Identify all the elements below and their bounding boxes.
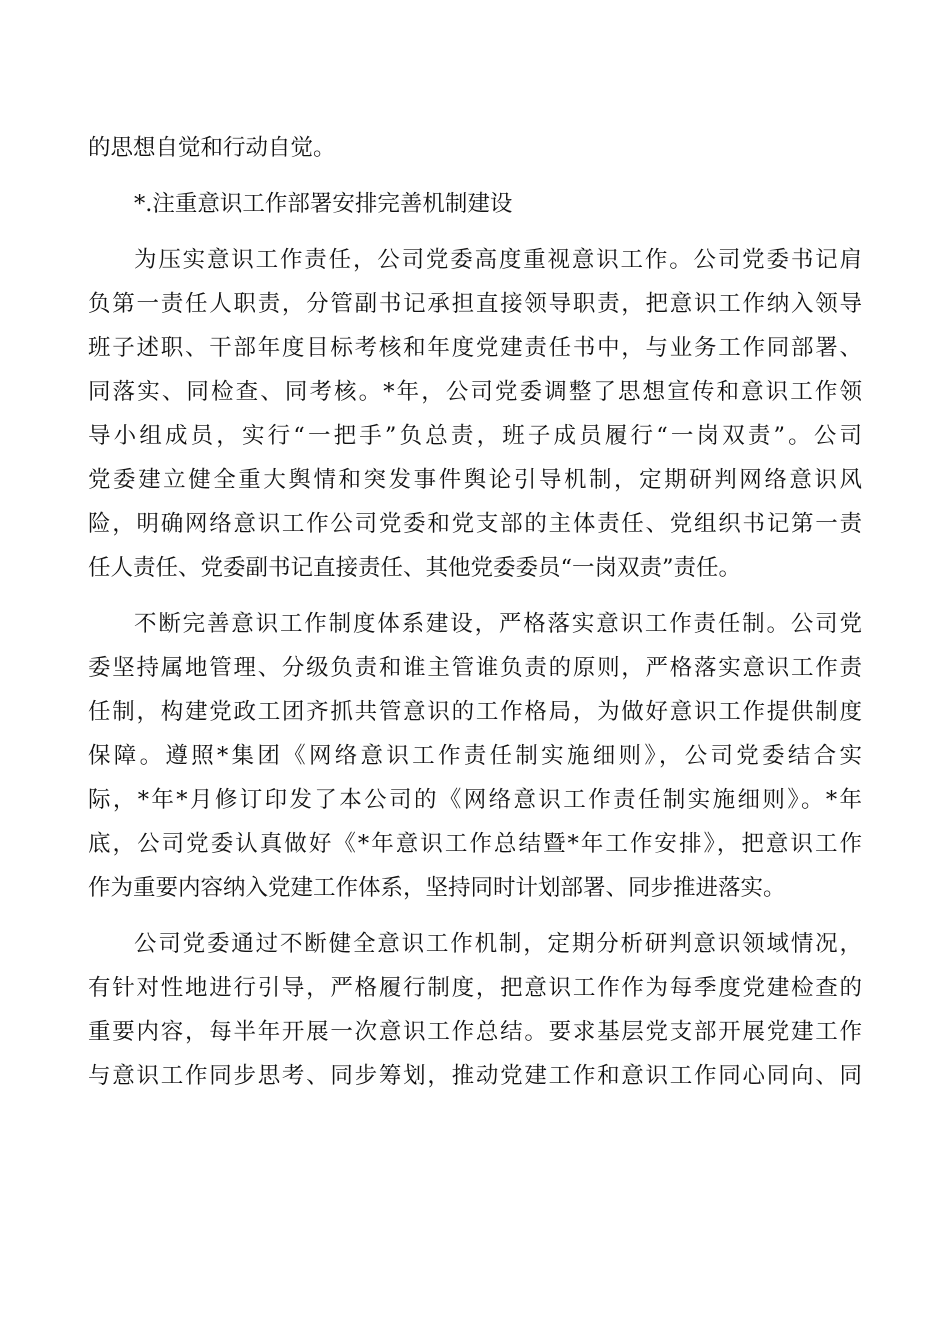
text-line: 的思想自觉和行动自觉。 xyxy=(88,135,336,161)
text-line: 党委建立健全重大舆情和突发事件舆论引导机制，定期研判网络意识风 xyxy=(88,467,862,493)
text-line: 公司党委通过不断健全意识工作机制，定期分析研判意识领域情况， xyxy=(134,931,862,957)
text-line: 底，公司党委认真做好《*年意识工作总结暨*年工作安排》，把意识工作 xyxy=(88,831,862,857)
text-line: 作为重要内容纳入党建工作体系，坚持同时计划部署、同步推进落实。 xyxy=(88,875,786,901)
text-line: 导小组成员，实行“一把手”负总责，班子成员履行“一岗双责”。公司 xyxy=(88,423,862,449)
text-line: 为压实意识工作责任，公司党委高度重视意识工作。公司党委书记肩 xyxy=(134,247,862,273)
text-line: 保障。遵照*集团《网络意识工作责任制实施细则》，公司党委结合实 xyxy=(88,743,862,769)
text-line: 重要内容，每半年开展一次意识工作总结。要求基层党支部开展党建工作 xyxy=(88,1019,862,1045)
text-line: 与意识工作同步思考、同步筹划，推动党建工作和意识工作同心同向、同 xyxy=(88,1063,862,1089)
text-line: 任人责任、党委副书记直接责任、其他党委委员“一岗双责”责任。 xyxy=(88,555,742,581)
text-line: 险，明确网络意识工作公司党委和党支部的主体责任、党组织书记第一责 xyxy=(88,511,862,537)
text-line: 班子述职、干部年度目标考核和年度党建责任书中，与业务工作同部署、 xyxy=(88,335,862,361)
text-line: 不断完善意识工作制度体系建设，严格落实意识工作责任制。公司党 xyxy=(134,611,862,637)
text-line: 际，*年*月修订印发了本公司的《网络意识工作责任制实施细则》。*年 xyxy=(88,787,862,813)
section-heading: *.注重意识工作部署安排完善机制建设 xyxy=(134,191,513,217)
text-line: 有针对性地进行引导，严格履行制度，把意识工作作为每季度党建检查的 xyxy=(88,975,862,1001)
text-line: 负第一责任人职责，分管副书记承担直接领导职责，把意识工作纳入领导 xyxy=(88,291,862,317)
document-body xyxy=(88,126,862,1098)
text-line: 委坚持属地管理、分级负责和谁主管谁负责的原则，严格落实意识工作责 xyxy=(88,655,862,681)
text-line: 同落实、同检查、同考核。*年，公司党委调整了思想宣传和意识工作领 xyxy=(88,379,862,405)
text-line: 任制，构建党政工团齐抓共管意识的工作格局，为做好意识工作提供制度 xyxy=(88,699,862,725)
